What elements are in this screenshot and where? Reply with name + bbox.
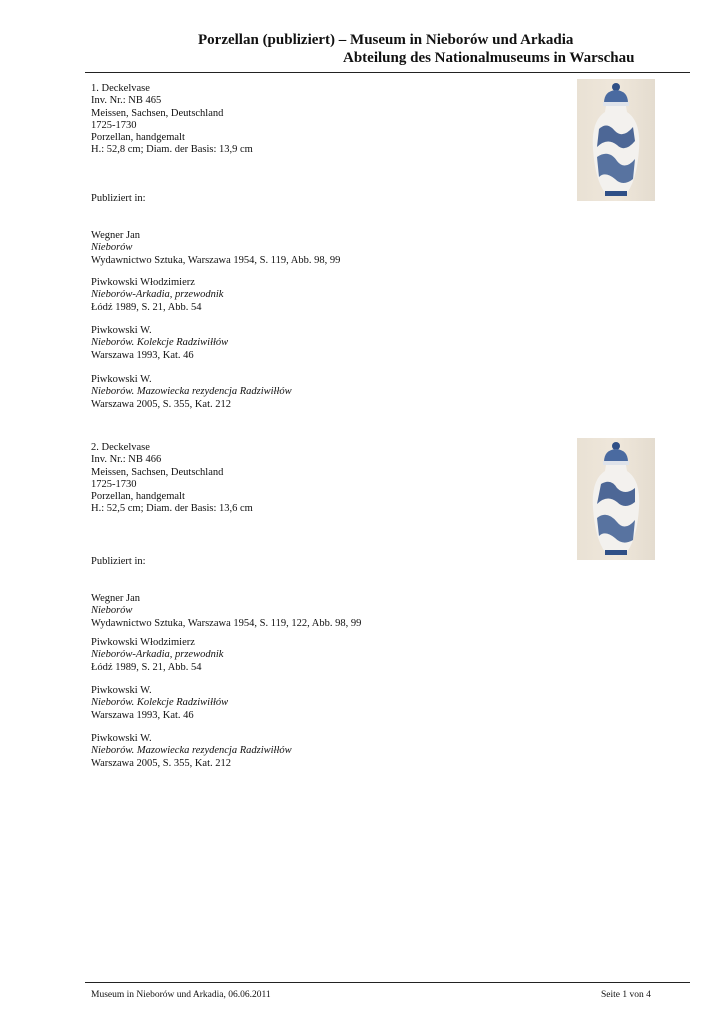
published-label-2: Publiziert in: xyxy=(91,556,146,567)
ref-author: Piwkowski W. xyxy=(91,374,152,385)
item-inventory: Inv. Nr.: NB 465 xyxy=(91,95,162,107)
item-date: 1725-1730 xyxy=(91,119,137,131)
ref-details: Łódź 1989, S. 21, Abb. 54 xyxy=(91,301,202,313)
item-origin: Meissen, Sachsen, Deutschland xyxy=(91,107,224,119)
ref-author: Piwkowski W. xyxy=(91,685,152,696)
item-date: 1725-1730 xyxy=(91,478,137,490)
item-origin: Meissen, Sachsen, Deutschland xyxy=(91,466,224,478)
ref-details: Warszawa 2005, S. 355, Kat. 212 xyxy=(91,398,232,410)
item-inventory: Inv. Nr.: NB 466 xyxy=(91,454,162,466)
reference-1-2 xyxy=(91,277,223,314)
ref-details: Warszawa 2005, S. 355, Kat. 212 xyxy=(91,757,232,769)
ref-details: Wydawnictwo Sztuka, Warszawa 1954, S. 119, 122, Abb. 98, 99 xyxy=(91,617,362,629)
published-label-1: Publiziert in: xyxy=(91,193,146,204)
reference-2-3 xyxy=(91,685,228,722)
ref-author: Piwkowski Włodzimierz xyxy=(91,637,195,648)
reference-2-2 xyxy=(91,637,223,674)
ref-title: Nieborów. Kolekcje Radziwiłłów xyxy=(91,697,229,709)
page-number: Seite 1 von 4 xyxy=(601,990,651,1000)
ref-title: Nieborów xyxy=(91,605,133,617)
reference-1-3 xyxy=(91,325,228,362)
ref-title: Nieborów xyxy=(91,242,133,254)
ref-title: Nieborów. Mazowiecka rezydencja Radziwiłłów xyxy=(91,386,292,398)
header-title: Porzellan (publiziert) – Museum in Nieborów und Arkadia xyxy=(198,32,574,48)
item-dimensions: H.: 52,5 cm; Diam. der Basis: 13,6 cm xyxy=(91,503,253,515)
vase-photo-1 xyxy=(577,79,655,201)
item-1-details xyxy=(91,83,253,157)
ref-title: Nieborów. Mazowiecka rezydencja Radziwiłłów xyxy=(91,745,292,757)
ref-details: Warszawa 1993, Kat. 46 xyxy=(91,709,194,721)
item-material: Porzellan, handgemalt xyxy=(91,491,185,503)
ref-author: Wegner Jan xyxy=(91,593,141,604)
footer-museum-date: Museum in Nieborów und Arkadia, 06.06.2011 xyxy=(91,990,271,1000)
reference-2-4 xyxy=(91,733,292,770)
reference-1-1 xyxy=(91,230,340,267)
header-divider xyxy=(85,72,690,73)
footer-divider xyxy=(85,982,690,983)
ref-author: Piwkowski W. xyxy=(91,733,152,744)
item-material: Porzellan, handgemalt xyxy=(91,132,185,144)
reference-1-4 xyxy=(91,374,292,411)
vase-photo-2 xyxy=(577,438,655,560)
item-title: 2. Deckelvase xyxy=(91,442,150,453)
ref-title: Nieborów-Arkadia, przewodnik xyxy=(91,289,224,301)
reference-2-1 xyxy=(91,593,361,630)
item-title: 1. Deckelvase xyxy=(91,83,150,94)
ref-author: Wegner Jan xyxy=(91,230,141,241)
ref-title: Nieborów. Kolekcje Radziwiłłów xyxy=(91,337,229,349)
ref-details: Wydawnictwo Sztuka, Warszawa 1954, S. 119, Abb. 98, 99 xyxy=(91,254,341,266)
ref-title: Nieborów-Arkadia, przewodnik xyxy=(91,649,224,661)
header-subtitle: Abteilung des Nationalmuseums in Warschau xyxy=(343,50,635,66)
ref-details: Warszawa 1993, Kat. 46 xyxy=(91,349,194,361)
item-2-details xyxy=(91,442,253,516)
ref-author: Piwkowski W. xyxy=(91,325,152,336)
ref-details: Łódź 1989, S. 21, Abb. 54 xyxy=(91,661,202,673)
item-dimensions: H.: 52,8 cm; Diam. der Basis: 13,9 cm xyxy=(91,144,253,156)
ref-author: Piwkowski Włodzimierz xyxy=(91,277,195,288)
